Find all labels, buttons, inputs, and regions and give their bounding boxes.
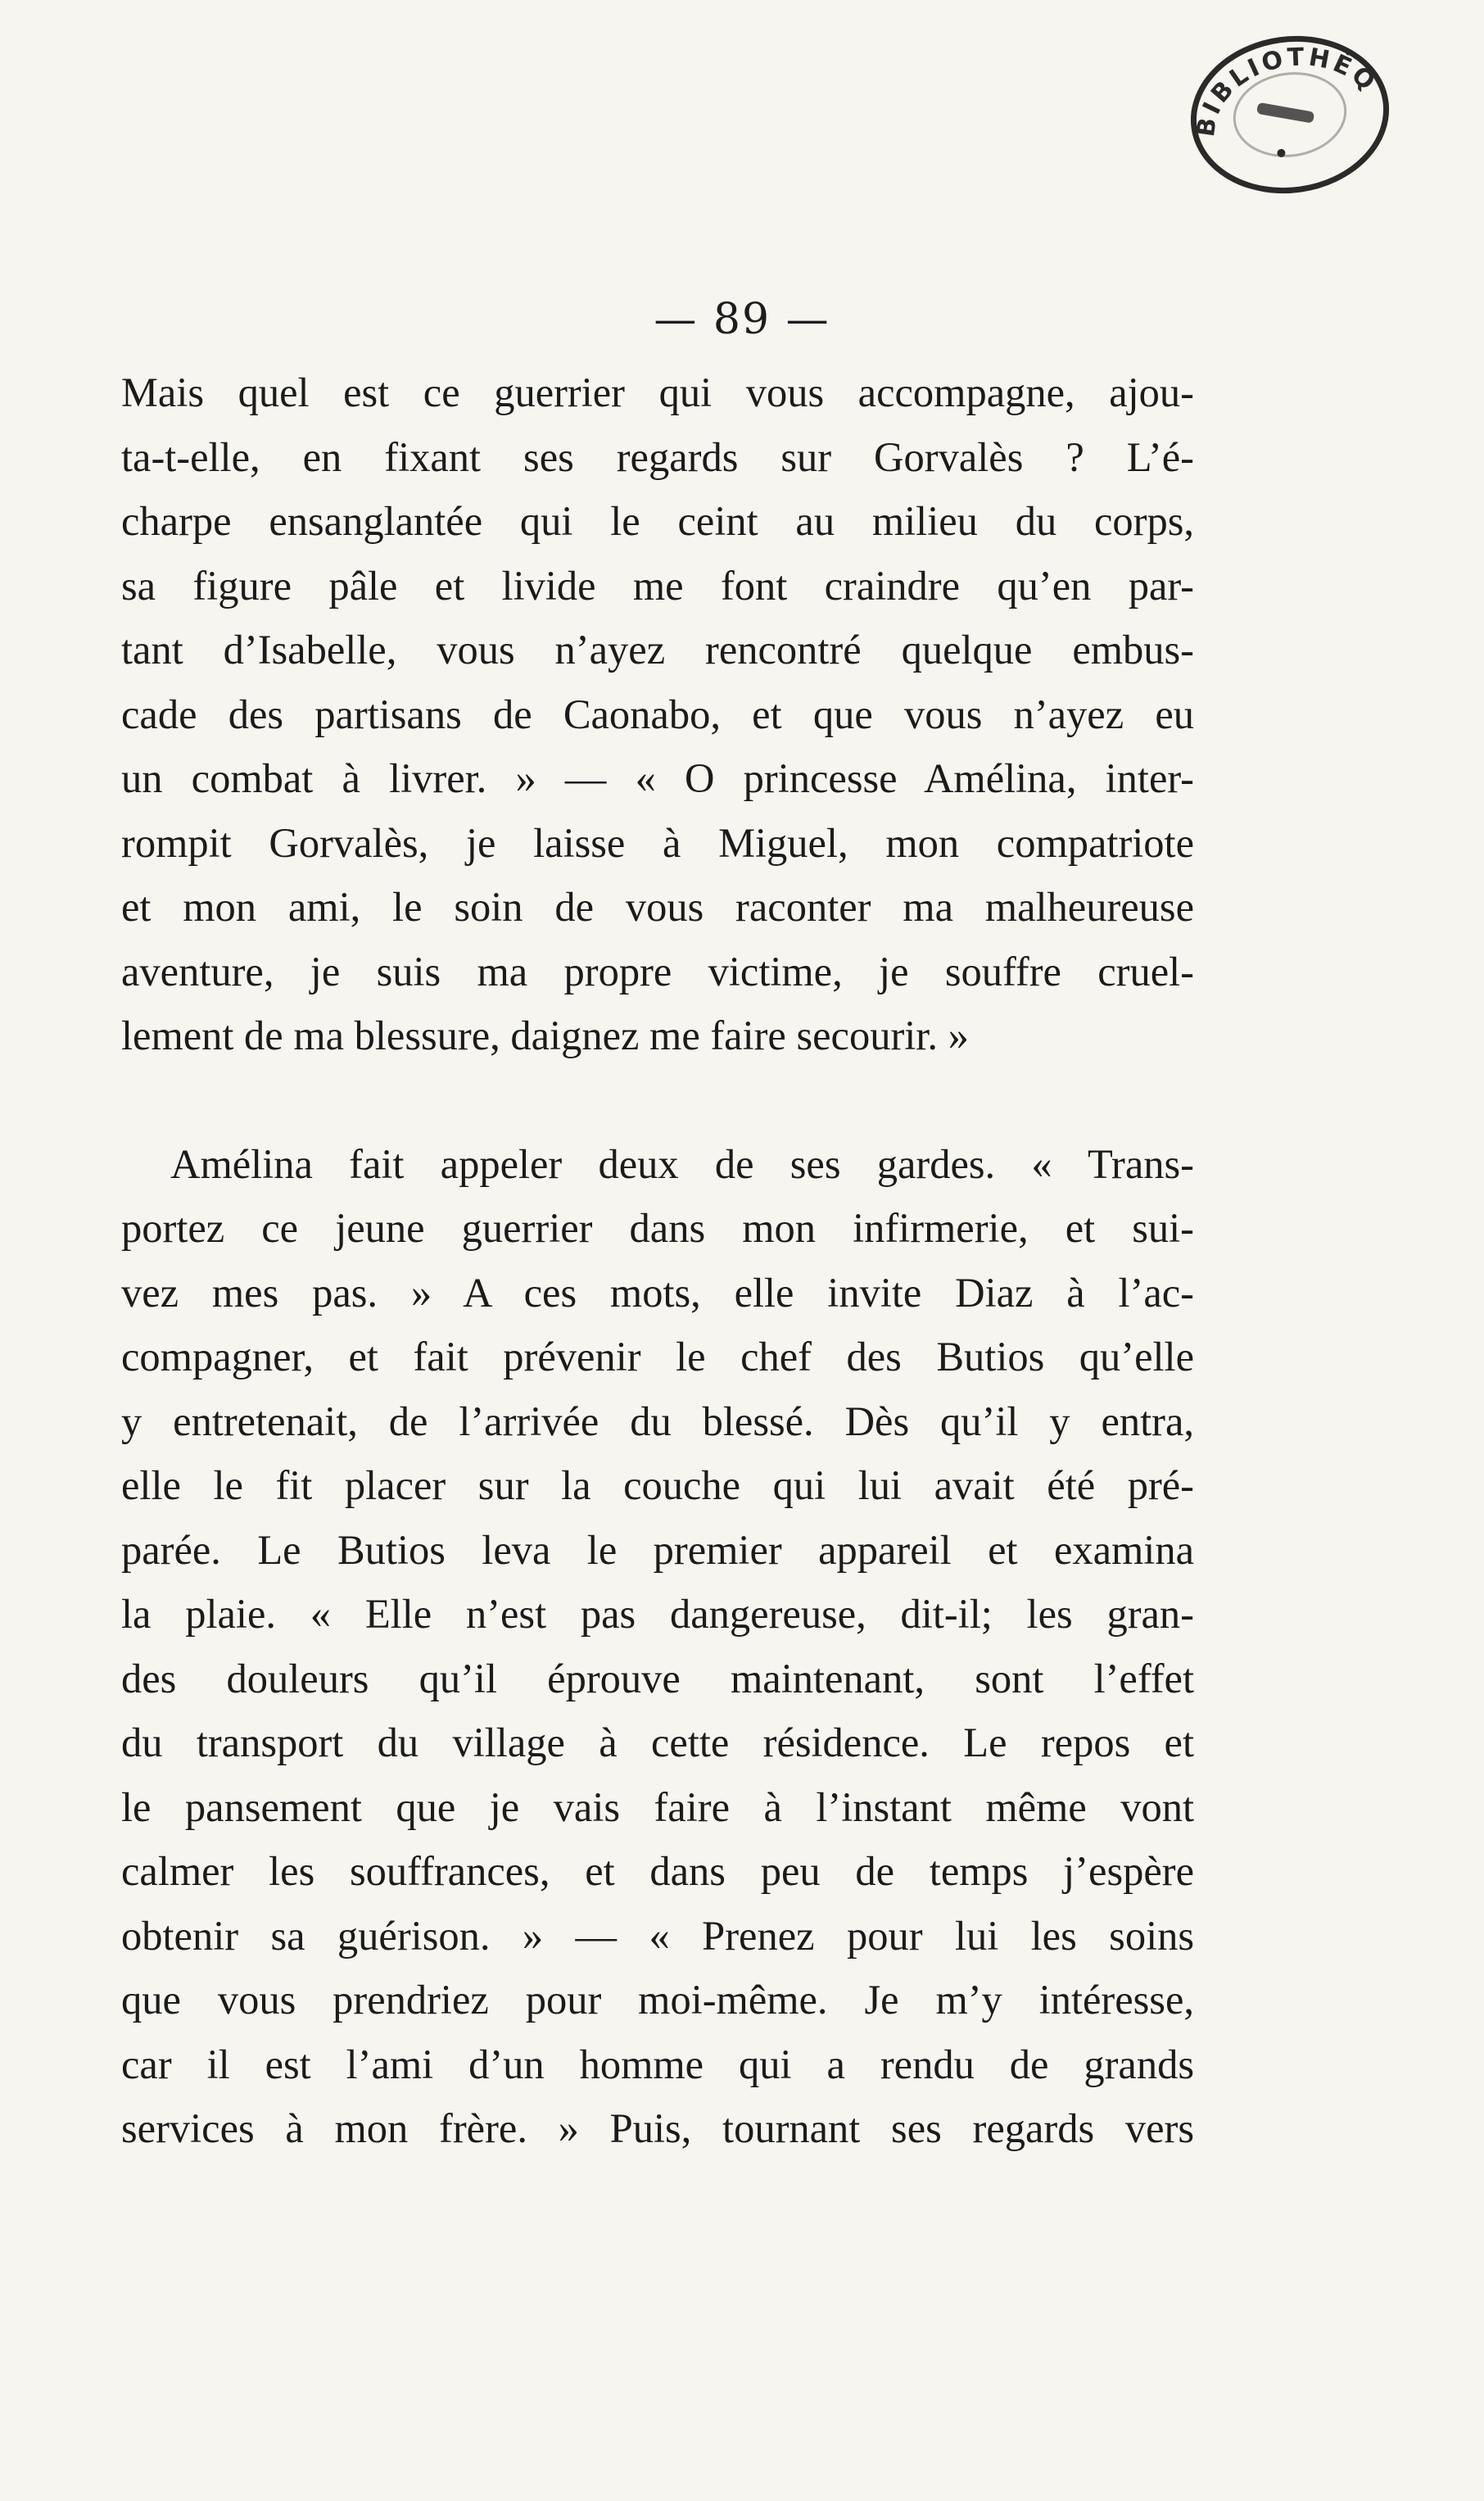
text-line: obtenir sa guérison. » — « Prenez pour lui les soins (121, 1912, 1194, 1959)
page-number: — 89 — (654, 295, 830, 344)
text-line: charpe ensanglantée qui le ceint au milieu du corps, (121, 498, 1194, 544)
text-line: lement de ma blessure, daignez me faire secourir. » (121, 1013, 969, 1058)
text-line: Mais quel est ce guerrier qui vous accompagne, ajou- (121, 369, 1194, 415)
text-line: vez mes pas. » A ces mots, elle invite Diaz à l’ac- (121, 1269, 1194, 1316)
text-line: tant d’Isabelle, vous n’ayez rencontré quelque embus- (121, 627, 1194, 673)
paragraph-2 (121, 1132, 1194, 2161)
text-line: la plaie. « Elle n’est pas dangereuse, dit-il; les gran- (121, 1591, 1194, 1637)
stamp-text: BIBLIOTHÈQUE (1191, 43, 1383, 139)
text-line: Amélina fait appeler deux de ses gardes. « Trans- (170, 1140, 1194, 1187)
text-line: compagner, et fait prévenir le chef des Butios qu’elle (121, 1334, 1194, 1380)
text-line: et mon ami, le soin de vous raconter ma malheureuse (121, 884, 1194, 930)
text-line: parée. Le Butios leva le premier appareil et examina (121, 1526, 1194, 1573)
text-line: rompit Gorvalès, je laisse à Miguel, mon compatriote (121, 819, 1194, 866)
text-line: sa figure pâle et livide me font craindre qu’en par- (121, 562, 1194, 609)
paragraph-gap (121, 1068, 1194, 1132)
text-line: le pansement que je vais faire à l’instant même vont (121, 1783, 1194, 1830)
text-line: cade des partisans de Caonabo, et que vous n’ayez eu (121, 691, 1194, 737)
text-line: elle le fit placer sur la couche qui lui avait été pré- (121, 1462, 1194, 1508)
text-line: services à mon frère. » Puis, tournant ses regards vers (121, 2105, 1194, 2151)
text-line: un combat à livrer. » — « O princesse Amélina, inter- (121, 755, 1194, 801)
text-line: du transport du village à cette résidence. Le repos et (121, 1719, 1194, 1765)
text-line: que vous prendriez pour moi-même. Je m’y intéresse, (121, 1977, 1194, 2023)
text-line: calmer les souffrances, et dans peu de temps j’espère (121, 1848, 1194, 1894)
text-line: des douleurs qu’il éprouve maintenant, sont l’effet (121, 1655, 1194, 1701)
body-text (121, 360, 1194, 2161)
text-line: aventure, je suis ma propre victime, je souffre cruel- (121, 948, 1194, 995)
text-line: y entretenait, de l’arrivée du blessé. Dès qu’il y entra, (121, 1398, 1194, 1444)
paragraph-1 (121, 360, 1194, 1068)
text-line: portez ce jeune guerrier dans mon infirmerie, et sui- (121, 1205, 1194, 1251)
library-stamp-icon (1179, 20, 1400, 209)
text-line: car il est l’ami d’un homme qui a rendu de grands (121, 2041, 1194, 2087)
text-line: ta-t-elle, en fixant ses regards sur Gorvalès ? L’é- (121, 433, 1194, 480)
